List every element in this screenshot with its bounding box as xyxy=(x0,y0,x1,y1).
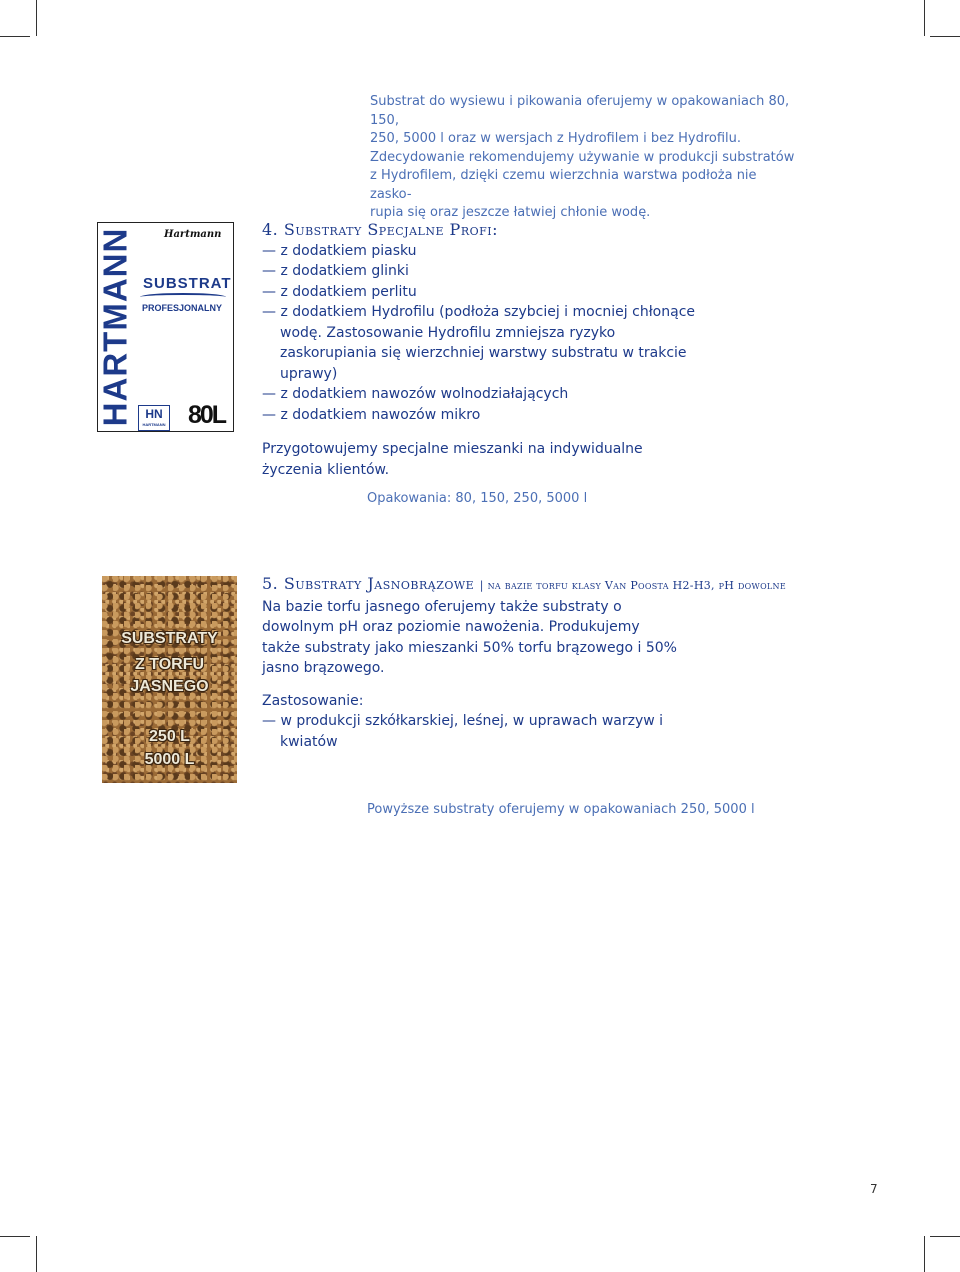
packaging-info: Powyższe substraty oferujemy w opakowaniach 250, 5000 l xyxy=(367,802,755,817)
intro-paragraph xyxy=(370,93,800,223)
crop-mark xyxy=(924,1236,925,1272)
crop-mark xyxy=(930,1236,960,1237)
peat-photo xyxy=(102,576,237,783)
bag-swoosh xyxy=(140,293,226,301)
crop-mark xyxy=(0,36,30,37)
crop-mark xyxy=(36,0,37,36)
section-5-subtitle: | na bazie torfu klasy Van Poosta H2-H3, pH dowolne xyxy=(479,579,786,592)
list-item: — z dodatkiem nawozów mikro xyxy=(262,406,481,423)
crop-mark xyxy=(0,1236,30,1237)
section-5-title: 5. Substraty Jasnobrązowe | na bazie torfu klasy Van Poosta H2-H3, pH dowolne xyxy=(262,574,786,593)
section-4 xyxy=(262,220,702,480)
usage-label: Zastosowanie: xyxy=(262,692,364,709)
list-item: — z dodatkiem Hydrofilu (podłoża szybciej i mocniej chłonące wodę. Zastosowanie Hydrofilu zmniejsza ryzyko zaskorupiania się wierzchniej warstwy substratu w trakcie uprawy) xyxy=(262,304,696,382)
section-5 xyxy=(262,574,832,752)
bag-brand-vertical: HARTMANN xyxy=(96,227,134,427)
photo-label: 250 L xyxy=(149,728,190,745)
section-5-body: Na bazie torfu jasnego oferujemy także substraty o dowolnym pH oraz poziomie nawożenia. Produkujemy także substraty jako mieszanki 50% torfu brązowego i 50% jasno brązowego. xyxy=(262,598,677,676)
list-item: — z dodatkiem piasku xyxy=(262,242,417,259)
section-4-note: Przygotowujemy specjalne mieszanki na indywidualne życzenia klientów. xyxy=(262,441,643,478)
photo-label: 5000 L xyxy=(144,751,195,768)
intro-line: rupia się oraz jeszcze łatwiej chłonie wodę. xyxy=(370,205,651,220)
product-bag-image xyxy=(97,222,234,432)
crop-mark xyxy=(36,1236,37,1272)
crop-mark xyxy=(924,0,925,36)
section-4-title: 4. Substraty Specjalne Profi: xyxy=(262,220,498,239)
photo-label: JASNEGO xyxy=(130,678,209,695)
crop-mark xyxy=(930,36,960,37)
page-number: 7 xyxy=(870,1182,878,1196)
photo-label: Z TORFU xyxy=(134,656,205,673)
bag-variant: PROFESJONALNY xyxy=(142,303,223,313)
intro-line: z Hydrofilem, dzięki czemu wierzchnia warstwa podłoża nie zasko- xyxy=(370,168,757,202)
intro-line: Zdecydowanie rekomendujemy używanie w produkcji substratów xyxy=(370,149,795,165)
list-item: — z dodatkiem glinki xyxy=(262,263,409,279)
intro-line: Substrat do wysiewu i pikowania oferujemy w opakowaniach 80, 150, xyxy=(370,94,790,128)
bag-logo: HN HARTMANN xyxy=(138,405,170,431)
list-item: — z dodatkiem nawozów wolnodziałających xyxy=(262,386,569,402)
bag-volume: 80L xyxy=(188,401,226,429)
photo-label: SUBSTRATY xyxy=(121,630,218,647)
list-item: — w produkcji szkółkarskiej, leśnej, w uprawach warzyw i kwiatów xyxy=(262,713,664,750)
intro-line: 250, 5000 l oraz w wersjach z Hydrofilem i bez Hydrofilu. xyxy=(370,131,742,146)
packaging-info: Opakowania: 80, 150, 250, 5000 l xyxy=(367,491,588,506)
bag-brand-script: Hartmann xyxy=(164,229,222,240)
bag-product-name: SUBSTRAT xyxy=(143,275,232,292)
list-item: — z dodatkiem perlitu xyxy=(262,283,417,300)
